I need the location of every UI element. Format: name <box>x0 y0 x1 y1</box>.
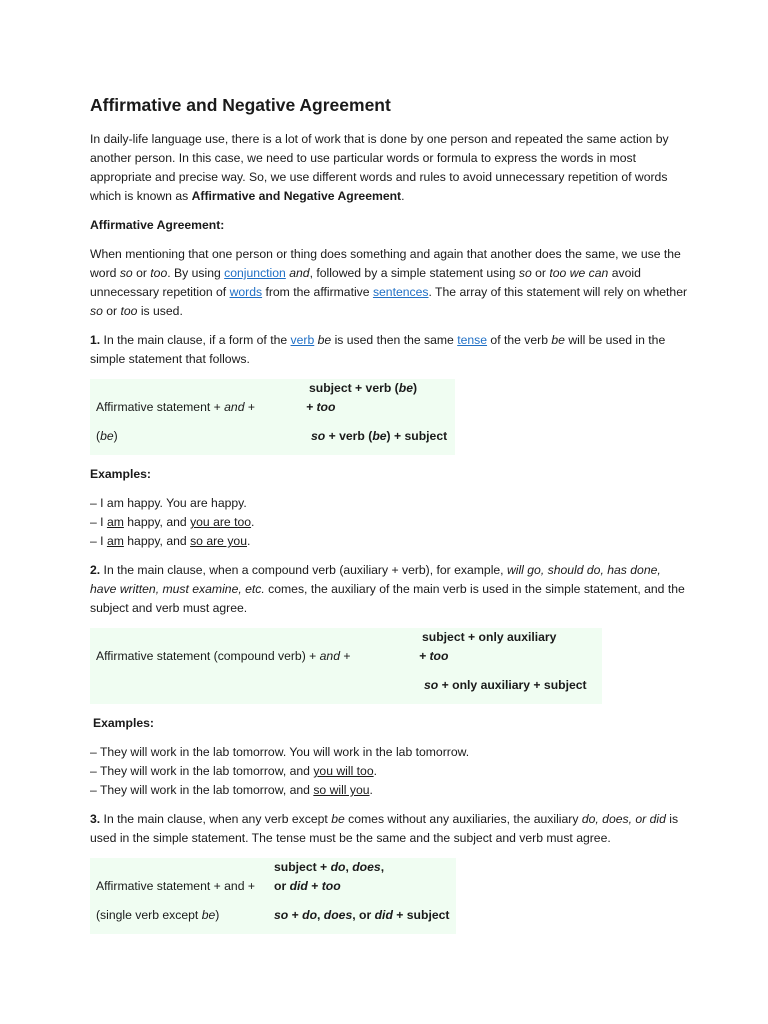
r2-text: In the main clause, when a compound verb (auxiliary + verb), for example, <box>100 563 507 577</box>
table1-cell-r2c2: + too <box>306 400 336 414</box>
r3-be: be <box>331 812 345 826</box>
table1-cell-r3c1: (be) <box>96 429 118 443</box>
list-item: – I am happy. You are happy. <box>90 496 247 510</box>
rule-number: 3. <box>90 812 101 826</box>
p2-and: and <box>289 266 310 280</box>
p2-or: or <box>132 266 151 280</box>
r1-text: of the verb <box>487 333 552 347</box>
table2-cell-r3c2: so + only auxiliary + subject <box>424 678 587 692</box>
table3-cell-r2c2: or did + too <box>274 879 341 893</box>
page-title: Affirmative and Negative Agreement <box>90 95 391 115</box>
table2-cell-r2c1: Affirmative statement (compound verb) + and + <box>96 649 351 663</box>
list-item: – They will work in the lab tomorrow, and you will too. <box>90 764 378 778</box>
list-item: – I am happy, and you are too. <box>90 515 255 529</box>
r2-examples: will go, should do, has done, have written, must examine, etc. <box>90 563 661 596</box>
link-words[interactable]: words <box>229 285 263 299</box>
rule-3-paragraph <box>90 810 690 848</box>
rule-number: 1. <box>90 333 101 347</box>
r3-auxiliaries: do, does, or did <box>581 812 666 826</box>
p2-so: so <box>90 304 103 318</box>
examples-list-1 <box>90 494 690 551</box>
r3-text: is used in the simple statement. The tense must be the same and the subject and verb must agree. <box>90 812 679 845</box>
table2-cell-r2c2: + too <box>419 649 449 663</box>
p2-so: so <box>518 266 532 280</box>
table2-cell-r1c2: subject + only auxiliary <box>422 630 557 644</box>
examples-list-2 <box>90 743 690 800</box>
p2-too: too <box>120 304 138 318</box>
intro-text: In daily-life language use, there is a lot of work that is done by one person and repeated the same action by another person. In this case, we need to use particular words or formula to express the words in most appropriate and precise way. So, we use different words and rules to avoid unnecessary repetition of words which is known as <box>90 132 669 203</box>
p2-too-we-can: too we can <box>549 266 609 280</box>
rule-1-paragraph <box>90 331 690 369</box>
p2-text: . The array of this statement will rely on whether <box>428 285 688 299</box>
table3-cell-r1c2: subject + do, does, <box>274 860 385 874</box>
list-item: – They will work in the lab tomorrow. You will work in the lab tomorrow. <box>90 745 470 759</box>
table1-cell-r2c1: Affirmative statement + and + <box>96 400 255 414</box>
table3-cell-r2c1: Affirmative statement + and + <box>96 879 255 893</box>
r1-text: is used then the same <box>331 333 458 347</box>
formula-table-2 <box>90 628 602 704</box>
r1-text: will be used in the simple statement that follows. <box>90 333 666 366</box>
r1-text: In the main clause, if a form of the <box>100 333 291 347</box>
p2-so: so <box>119 266 133 280</box>
formula-table-3 <box>90 858 456 934</box>
table3-cell-r3c2: so + do, does, or did + subject <box>274 908 450 922</box>
p2-text: . By using <box>167 266 225 280</box>
p2-text: avoid unnecessary repetition of <box>90 266 641 299</box>
p2-or: or <box>102 304 121 318</box>
r3-text: In the main clause, when any verb except <box>100 812 332 826</box>
intro-bold-term: Affirmative and Negative Agreement <box>191 189 402 203</box>
link-conjunction[interactable]: conjunction <box>224 266 286 280</box>
link-verb[interactable]: verb <box>290 333 315 347</box>
r3-text: comes without any auxiliaries, the auxiliary <box>344 812 582 826</box>
r2-text: comes, the auxiliary of the main verb is used in the simple statement, and the subject and verb must agree. <box>90 582 685 615</box>
rule-2-paragraph <box>90 561 690 618</box>
formula-table-1 <box>90 379 455 455</box>
table3-cell-r3c1: (single verb except be) <box>96 908 220 922</box>
list-item: – I am happy, and so are you. <box>90 534 251 548</box>
link-sentences[interactable]: sentences <box>372 285 429 299</box>
section-heading: Affirmative Agreement: <box>90 218 225 232</box>
table1-cell-r1c2: subject + verb (be) <box>309 381 418 395</box>
rule-number: 2. <box>90 563 101 577</box>
p2-text: is used. <box>137 304 183 318</box>
r1-be: be <box>317 333 332 347</box>
list-item: – They will work in the lab tomorrow, and so will you. <box>90 783 373 797</box>
p2-too: too <box>150 266 168 280</box>
p2-or: or <box>531 266 550 280</box>
paragraph-affirmative <box>90 245 690 321</box>
table1-cell-r3c2: so + verb (be) + subject <box>311 429 448 443</box>
link-tense[interactable]: tense <box>457 333 488 347</box>
examples-label: Examples: <box>93 716 154 730</box>
r1-be: be <box>551 333 565 347</box>
p2-text: When mentioning that one person or thing does something and again that another does the same, we use the word <box>90 247 681 280</box>
intro-end: . <box>401 189 405 203</box>
examples-label: Examples: <box>90 467 151 481</box>
p2-text: from the affirmative <box>262 285 373 299</box>
p2-text: , followed by a simple statement using <box>309 266 519 280</box>
document-body <box>90 93 690 944</box>
intro-paragraph <box>90 130 690 206</box>
